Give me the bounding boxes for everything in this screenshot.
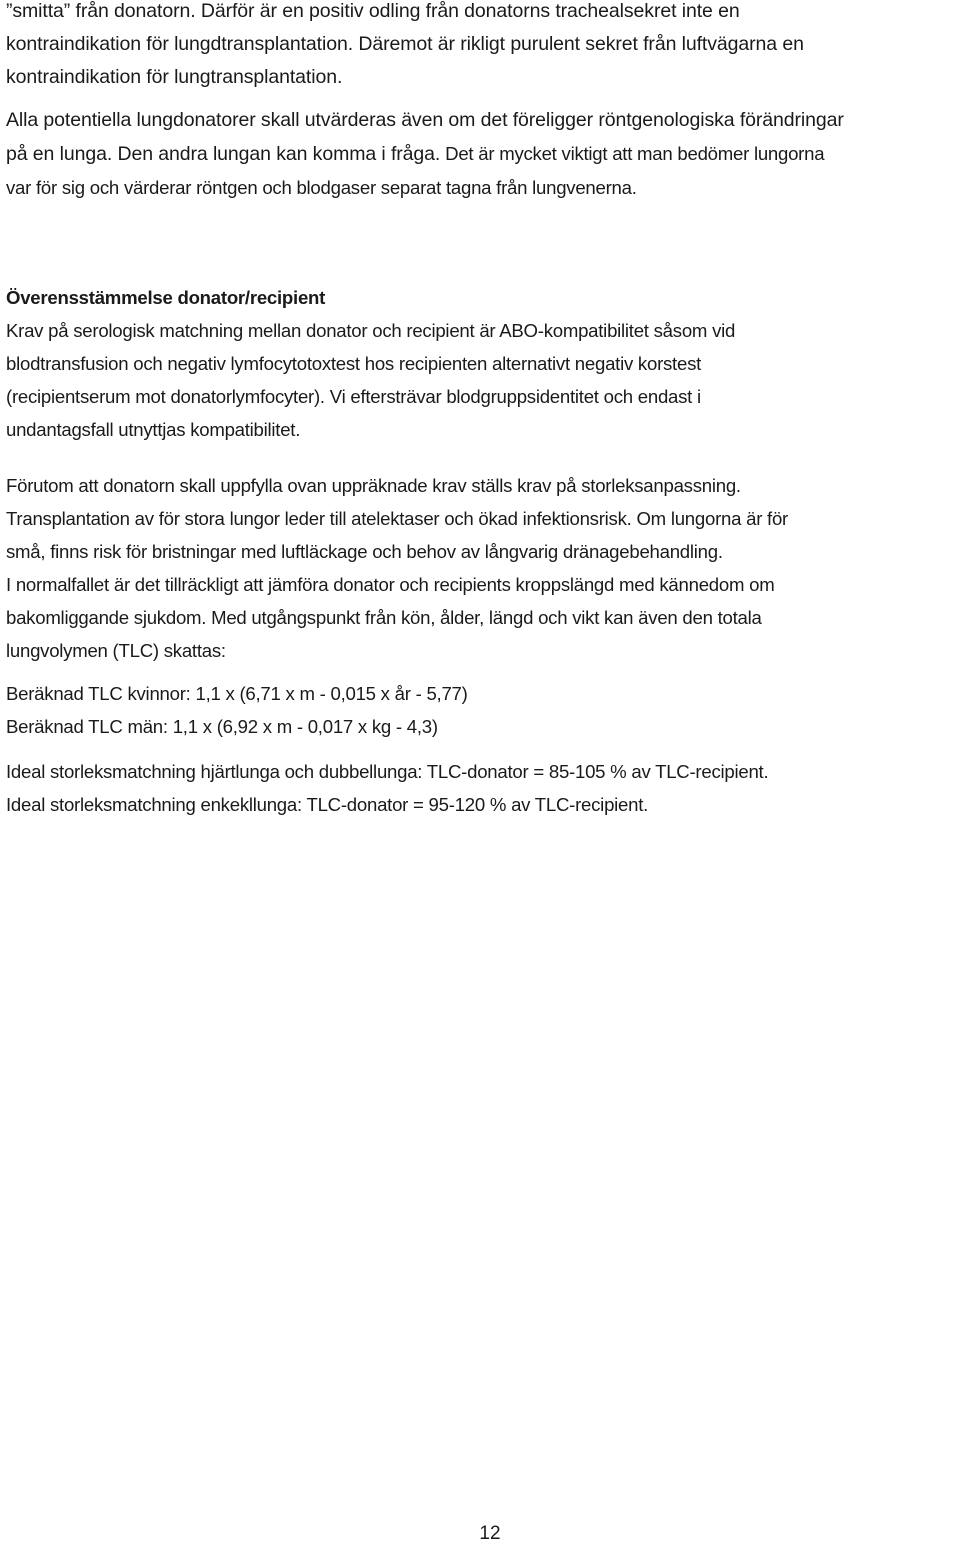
paragraph-line: blodtransfusion och negativ lymfocytotoxtest hos recipienten alternativt negativ korstest [6, 353, 702, 374]
paragraph-line: kontraindikation för lungtransplantation. [6, 66, 343, 88]
ideal-matching [6, 755, 956, 821]
paragraph-line: kontraindikation för lungdtransplantation. Däremot är rikligt purulent sekret från luftvägarna en [6, 33, 804, 55]
paragraph-line: var för sig och värderar röntgen och blodgaser separat tagna från lungvenerna. [6, 177, 637, 198]
paragraph-line: Förutom att donatorn skall uppfylla ovan uppräknade krav ställs krav på storleksanpassning. [6, 475, 741, 496]
matching-section [6, 281, 956, 446]
paragraph-line: I normalfallet är det tillräckligt att jämföra donator och recipients kroppslängd med kännedom om [6, 574, 775, 595]
assessment-paragraph [6, 104, 956, 204]
formula-line: Beräknad TLC kvinnor: 1,1 x (6,71 x m - 0,015 x år - 5,77) [6, 683, 468, 704]
section-heading: Överensstämmelse donator/recipient [6, 287, 326, 308]
paragraph-line: ”smitta” från donatorn. Därför är en positiv odling från donatorns trachealsekret inte en [6, 0, 740, 22]
paragraph-line-mixed [6, 137, 956, 171]
paragraph-line-segment: Det är mycket viktigt att man bedömer lungorna [440, 143, 825, 164]
size-section [6, 469, 956, 667]
paragraph-line: Krav på serologisk matchning mellan donator och recipient är ABO-kompatibilitet såsom vid [6, 320, 736, 341]
paragraph-line: undantagsfall utnyttjas kompatibilitet. [6, 419, 301, 440]
paragraph-line: (recipientserum mot donatorlymfocyter). Vi eftersträvar blodgruppsidentitet och endast i [6, 386, 701, 407]
page-number: 12 [479, 1523, 501, 1544]
formula-line: Beräknad TLC män: 1,1 x (6,92 x m - 0,017 x kg - 4,3) [6, 716, 438, 737]
paragraph-line-segment: på en lunga. Den andra lungan kan komma i fråga. [6, 143, 441, 165]
paragraph-line: bakomliggande sjukdom. Med utgångspunkt från kön, ålder, längd och vikt kan även den totala [6, 607, 762, 628]
paragraph-line: små, finns risk för bristningar med luftläckage och behov av långvarig dränagebehandling. [6, 541, 723, 562]
ideal-matching-line: Ideal storleksmatchning enkekllunga: TLC-donator = 95-120 % av TLC-recipient. [6, 794, 649, 815]
paragraph-line: Transplantation av för stora lungor leder till atelektaser och ökad infektionsrisk. Om lungorna är för [6, 508, 789, 529]
paragraph-line: lungvolymen (TLC) skattas: [6, 640, 226, 661]
top-paragraph [6, 0, 956, 94]
paragraph-line: Alla potentiella lungdonatorer skall utvärderas även om det föreligger röntgenologiska förändringar [6, 109, 844, 131]
ideal-matching-line: Ideal storleksmatchning hjärtlunga och dubbellunga: TLC-donator = 85-105 % av TLC-recipient. [6, 761, 769, 782]
tlc-formulas [6, 677, 956, 743]
